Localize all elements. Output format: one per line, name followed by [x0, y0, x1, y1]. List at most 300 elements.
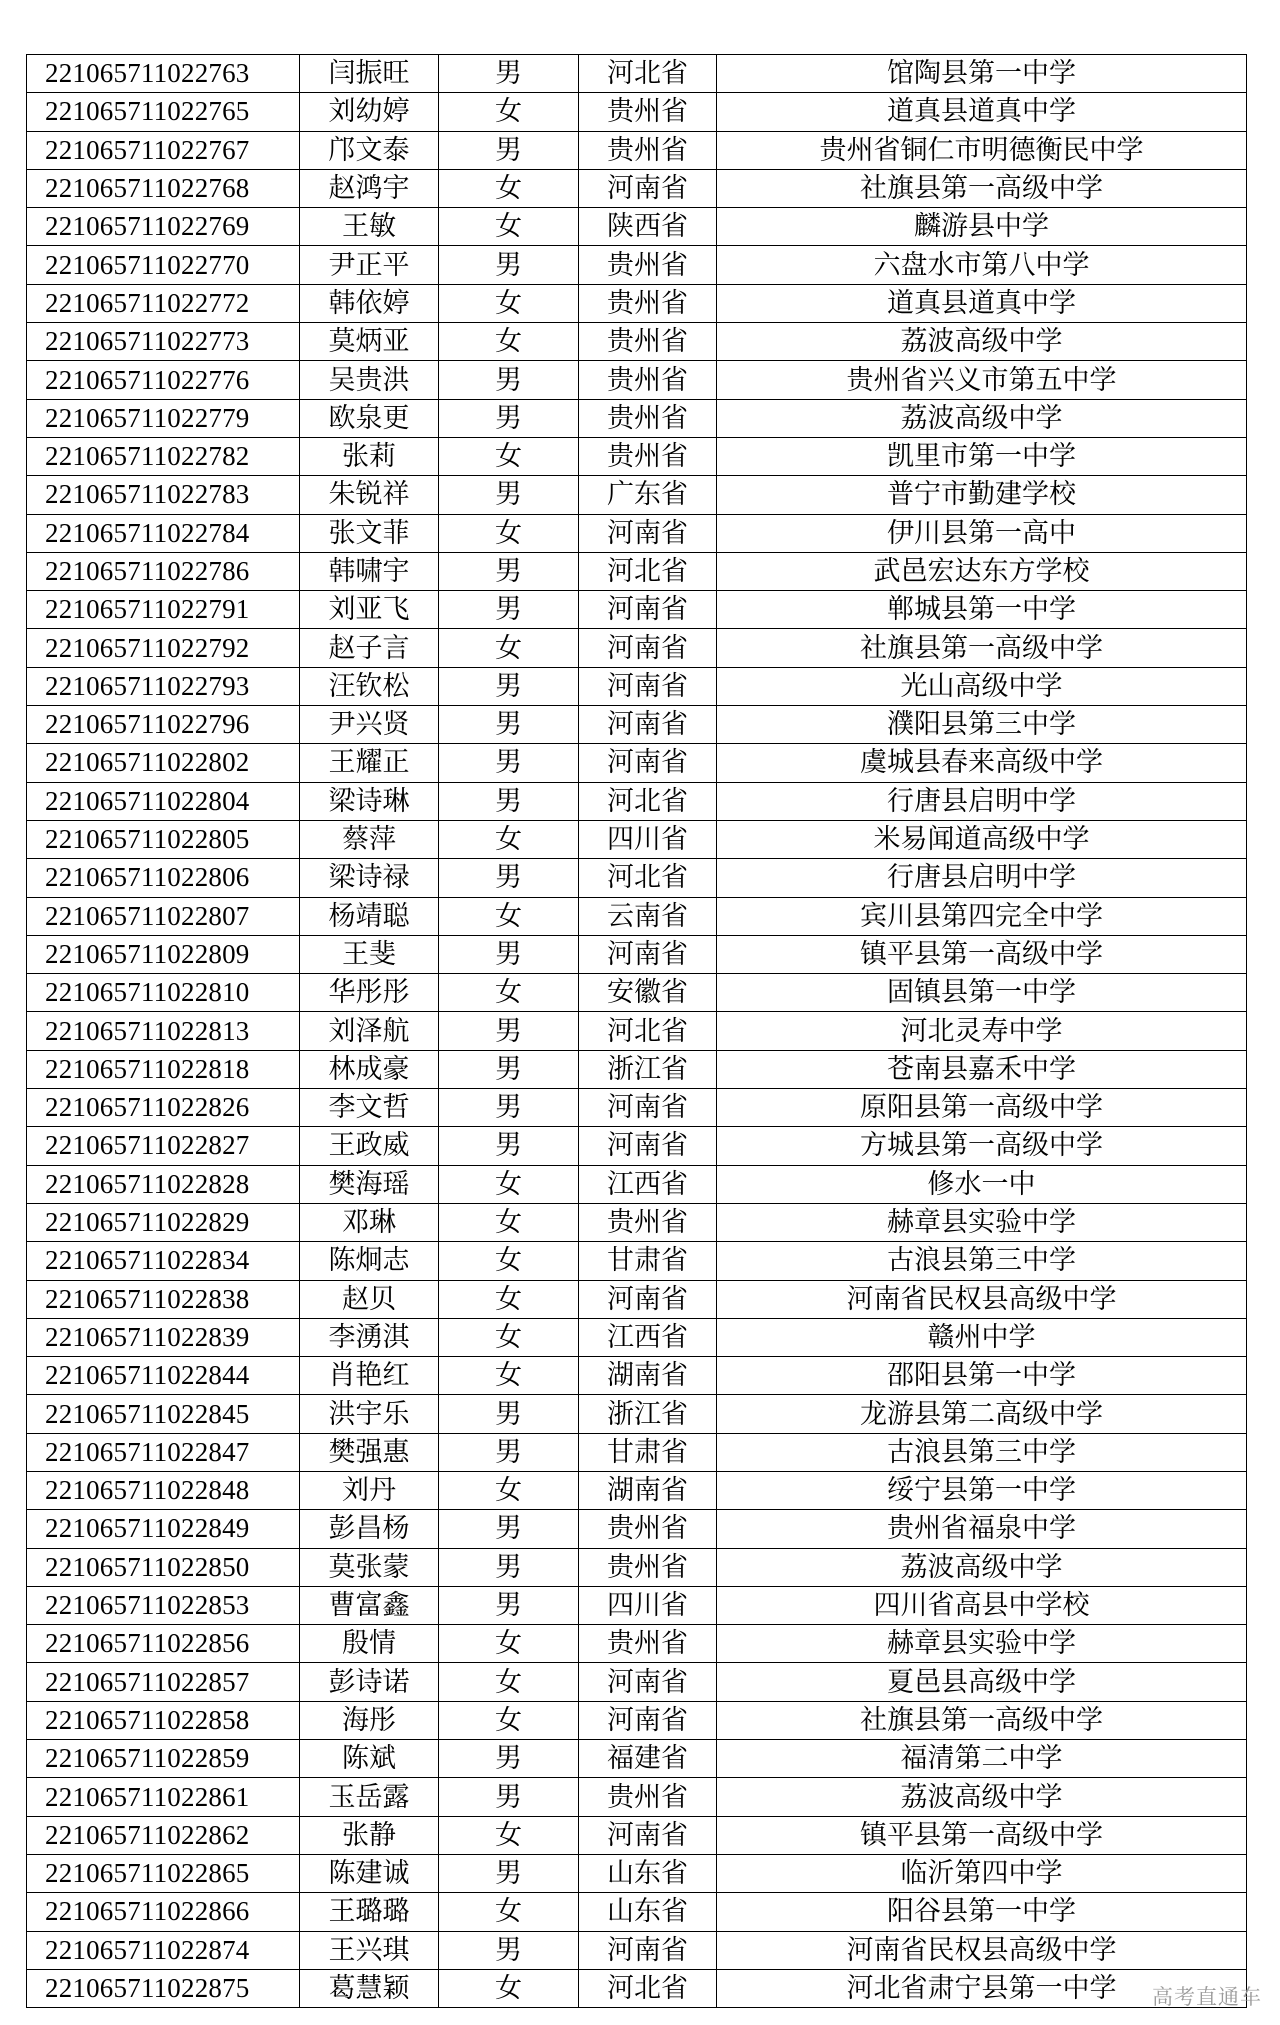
gender-cell: 女 [439, 169, 579, 207]
table-row [27, 1280, 1247, 1318]
gender-cell: 女 [439, 323, 579, 361]
province-cell: 贵州省 [579, 437, 717, 475]
table-row [27, 1242, 1247, 1280]
school-cell: 社旗县第一高级中学 [717, 1701, 1247, 1739]
exam-id-cell: 221065711022805 [27, 820, 300, 858]
gender-cell: 女 [439, 437, 579, 475]
table-row [27, 1395, 1247, 1433]
exam-id-cell: 221065711022858 [27, 1701, 300, 1739]
province-cell: 贵州省 [579, 93, 717, 131]
name-cell: 张莉 [300, 437, 439, 475]
exam-id-cell: 221065711022802 [27, 744, 300, 782]
name-cell: 肖艳红 [300, 1357, 439, 1395]
table-row [27, 744, 1247, 782]
name-cell: 陈炯志 [300, 1242, 439, 1280]
province-cell: 河南省 [579, 591, 717, 629]
province-cell: 浙江省 [579, 1050, 717, 1088]
exam-id-cell: 221065711022770 [27, 246, 300, 284]
exam-id-cell: 221065711022853 [27, 1586, 300, 1624]
exam-id-cell: 221065711022792 [27, 629, 300, 667]
school-cell: 河南省民权县高级中学 [717, 1280, 1247, 1318]
name-cell: 樊强惠 [300, 1433, 439, 1471]
exam-id-cell: 221065711022772 [27, 284, 300, 322]
school-cell: 荔波高级中学 [717, 323, 1247, 361]
exam-id-cell: 221065711022791 [27, 591, 300, 629]
school-cell: 社旗县第一高级中学 [717, 629, 1247, 667]
province-cell: 河南省 [579, 667, 717, 705]
table-row [27, 1165, 1247, 1203]
gender-cell: 男 [439, 1586, 579, 1624]
table-row [27, 1318, 1247, 1356]
province-cell: 河北省 [579, 552, 717, 590]
province-cell: 江西省 [579, 1165, 717, 1203]
exam-id-cell: 221065711022866 [27, 1893, 300, 1931]
province-cell: 广东省 [579, 476, 717, 514]
gender-cell: 男 [439, 1548, 579, 1586]
table-row [27, 55, 1247, 93]
exam-id-cell: 221065711022827 [27, 1127, 300, 1165]
province-cell: 江西省 [579, 1318, 717, 1356]
exam-id-cell: 221065711022810 [27, 974, 300, 1012]
province-cell: 河北省 [579, 1012, 717, 1050]
province-cell: 四川省 [579, 820, 717, 858]
table-row [27, 1893, 1247, 1931]
name-cell: 王政威 [300, 1127, 439, 1165]
name-cell: 洪宇乐 [300, 1395, 439, 1433]
province-cell: 贵州省 [579, 1625, 717, 1663]
exam-id-cell: 221065711022850 [27, 1548, 300, 1586]
exam-id-cell: 221065711022767 [27, 131, 300, 169]
province-cell: 河南省 [579, 744, 717, 782]
school-cell: 郸城县第一中学 [717, 591, 1247, 629]
exam-id-cell: 221065711022784 [27, 514, 300, 552]
school-cell: 龙游县第二高级中学 [717, 1395, 1247, 1433]
table-row [27, 1012, 1247, 1050]
table-row [27, 169, 1247, 207]
gender-cell: 女 [439, 284, 579, 322]
province-cell: 贵州省 [579, 246, 717, 284]
gender-cell: 女 [439, 208, 579, 246]
name-cell: 朱锐祥 [300, 476, 439, 514]
province-cell: 贵州省 [579, 399, 717, 437]
table-row [27, 246, 1247, 284]
gender-cell: 女 [439, 974, 579, 1012]
table-row [27, 1663, 1247, 1701]
school-cell: 凯里市第一中学 [717, 437, 1247, 475]
name-cell: 海彤 [300, 1701, 439, 1739]
province-cell: 贵州省 [579, 1203, 717, 1241]
table-row [27, 782, 1247, 820]
exam-id-cell: 221065711022829 [27, 1203, 300, 1241]
gender-cell: 男 [439, 591, 579, 629]
province-cell: 浙江省 [579, 1395, 717, 1433]
gender-cell: 女 [439, 1242, 579, 1280]
name-cell: 曹富鑫 [300, 1586, 439, 1624]
province-cell: 贵州省 [579, 1548, 717, 1586]
name-cell: 赵贝 [300, 1280, 439, 1318]
school-cell: 镇平县第一高级中学 [717, 1816, 1247, 1854]
exam-id-cell: 221065711022786 [27, 552, 300, 590]
exam-id-cell: 221065711022793 [27, 667, 300, 705]
exam-id-cell: 221065711022826 [27, 1089, 300, 1127]
gender-cell: 男 [439, 1050, 579, 1088]
gender-cell: 女 [439, 1625, 579, 1663]
gender-cell: 女 [439, 1318, 579, 1356]
school-cell: 修水一中 [717, 1165, 1247, 1203]
province-cell: 河北省 [579, 55, 717, 93]
table-row [27, 859, 1247, 897]
admission-list-table [26, 54, 1247, 2008]
table-row [27, 1701, 1247, 1739]
school-cell: 光山高级中学 [717, 667, 1247, 705]
name-cell: 闫振旺 [300, 55, 439, 93]
school-cell: 道真县道真中学 [717, 93, 1247, 131]
name-cell: 华彤彤 [300, 974, 439, 1012]
table-row [27, 514, 1247, 552]
exam-id-cell: 221065711022765 [27, 93, 300, 131]
table-row [27, 706, 1247, 744]
exam-id-cell: 221065711022874 [27, 1931, 300, 1969]
table-row [27, 591, 1247, 629]
exam-id-cell: 221065711022862 [27, 1816, 300, 1854]
name-cell: 陈建诚 [300, 1854, 439, 1892]
province-cell: 贵州省 [579, 284, 717, 322]
school-cell: 赣州中学 [717, 1318, 1247, 1356]
gender-cell: 男 [439, 552, 579, 590]
exam-id-cell: 221065711022828 [27, 1165, 300, 1203]
table-row [27, 437, 1247, 475]
province-cell: 福建省 [579, 1740, 717, 1778]
gender-cell: 女 [439, 1471, 579, 1509]
school-cell: 河南省民权县高级中学 [717, 1931, 1247, 1969]
school-cell: 行唐县启明中学 [717, 782, 1247, 820]
table-row [27, 93, 1247, 131]
gender-cell: 男 [439, 1510, 579, 1548]
table-row [27, 208, 1247, 246]
table-row [27, 552, 1247, 590]
school-cell: 四川省高县中学校 [717, 1586, 1247, 1624]
name-cell: 李文哲 [300, 1089, 439, 1127]
province-cell: 贵州省 [579, 1510, 717, 1548]
school-cell: 邵阳县第一中学 [717, 1357, 1247, 1395]
gender-cell: 男 [439, 1395, 579, 1433]
province-cell: 甘肃省 [579, 1433, 717, 1471]
province-cell: 河北省 [579, 782, 717, 820]
gender-cell: 男 [439, 246, 579, 284]
name-cell: 尹兴贤 [300, 706, 439, 744]
gender-cell: 女 [439, 1816, 579, 1854]
table-row [27, 131, 1247, 169]
name-cell: 王斐 [300, 935, 439, 973]
table-row [27, 935, 1247, 973]
table-row [27, 1127, 1247, 1165]
name-cell: 张文菲 [300, 514, 439, 552]
exam-id-cell: 221065711022838 [27, 1280, 300, 1318]
school-cell: 荔波高级中学 [717, 399, 1247, 437]
school-cell: 社旗县第一高级中学 [717, 169, 1247, 207]
name-cell: 尹正平 [300, 246, 439, 284]
name-cell: 蔡萍 [300, 820, 439, 858]
gender-cell: 女 [439, 514, 579, 552]
exam-id-cell: 221065711022861 [27, 1778, 300, 1816]
school-cell: 米易闻道高级中学 [717, 820, 1247, 858]
exam-id-cell: 221065711022769 [27, 208, 300, 246]
school-cell: 原阳县第一高级中学 [717, 1089, 1247, 1127]
exam-id-cell: 221065711022839 [27, 1318, 300, 1356]
province-cell: 云南省 [579, 897, 717, 935]
name-cell: 葛慧颖 [300, 1969, 439, 2007]
school-cell: 夏邑县高级中学 [717, 1663, 1247, 1701]
school-cell: 普宁市勤建学校 [717, 476, 1247, 514]
name-cell: 林成豪 [300, 1050, 439, 1088]
province-cell: 河北省 [579, 1969, 717, 2007]
exam-id-cell: 221065711022865 [27, 1854, 300, 1892]
gender-cell: 男 [439, 859, 579, 897]
province-cell: 河南省 [579, 1931, 717, 1969]
table-row [27, 1625, 1247, 1663]
gender-cell: 男 [439, 1931, 579, 1969]
gender-cell: 女 [439, 1893, 579, 1931]
province-cell: 湖南省 [579, 1357, 717, 1395]
name-cell: 殷情 [300, 1625, 439, 1663]
gender-cell: 女 [439, 1165, 579, 1203]
gender-cell: 女 [439, 629, 579, 667]
gender-cell: 男 [439, 706, 579, 744]
name-cell: 樊海瑶 [300, 1165, 439, 1203]
gender-cell: 男 [439, 131, 579, 169]
school-cell: 赫章县实验中学 [717, 1625, 1247, 1663]
school-cell: 固镇县第一中学 [717, 974, 1247, 1012]
school-cell: 阳谷县第一中学 [717, 1893, 1247, 1931]
exam-id-cell: 221065711022779 [27, 399, 300, 437]
exam-id-cell: 221065711022796 [27, 706, 300, 744]
table-row [27, 897, 1247, 935]
name-cell: 赵子言 [300, 629, 439, 667]
gender-cell: 男 [439, 1740, 579, 1778]
name-cell: 韩依婷 [300, 284, 439, 322]
gender-cell: 男 [439, 399, 579, 437]
table-row [27, 1089, 1247, 1127]
school-cell: 赫章县实验中学 [717, 1203, 1247, 1241]
table-row [27, 820, 1247, 858]
name-cell: 邓琳 [300, 1203, 439, 1241]
name-cell: 刘丹 [300, 1471, 439, 1509]
school-cell: 方城县第一高级中学 [717, 1127, 1247, 1165]
exam-id-cell: 221065711022848 [27, 1471, 300, 1509]
province-cell: 河北省 [579, 859, 717, 897]
gender-cell: 女 [439, 1357, 579, 1395]
name-cell: 汪钦松 [300, 667, 439, 705]
school-cell: 虞城县春来高级中学 [717, 744, 1247, 782]
table-row [27, 1586, 1247, 1624]
name-cell: 邝文泰 [300, 131, 439, 169]
name-cell: 刘亚飞 [300, 591, 439, 629]
school-cell: 行唐县启明中学 [717, 859, 1247, 897]
school-cell: 河北灵寿中学 [717, 1012, 1247, 1050]
province-cell: 河南省 [579, 629, 717, 667]
province-cell: 安徽省 [579, 974, 717, 1012]
exam-id-cell: 221065711022844 [27, 1357, 300, 1395]
exam-id-cell: 221065711022776 [27, 361, 300, 399]
gender-cell: 男 [439, 744, 579, 782]
name-cell: 吴贵洪 [300, 361, 439, 399]
exam-id-cell: 221065711022857 [27, 1663, 300, 1701]
name-cell: 彭昌杨 [300, 1510, 439, 1548]
table-body [27, 55, 1247, 2008]
gender-cell: 男 [439, 1012, 579, 1050]
school-cell: 苍南县嘉禾中学 [717, 1050, 1247, 1088]
name-cell: 玉岳露 [300, 1778, 439, 1816]
table-row [27, 284, 1247, 322]
gender-cell: 男 [439, 1127, 579, 1165]
gender-cell: 女 [439, 1969, 579, 2007]
province-cell: 贵州省 [579, 1778, 717, 1816]
exam-id-cell: 221065711022875 [27, 1969, 300, 2007]
school-cell: 古浪县第三中学 [717, 1242, 1247, 1280]
exam-id-cell: 221065711022856 [27, 1625, 300, 1663]
province-cell: 河南省 [579, 706, 717, 744]
gender-cell: 女 [439, 1701, 579, 1739]
name-cell: 彭诗诺 [300, 1663, 439, 1701]
exam-id-cell: 221065711022773 [27, 323, 300, 361]
gender-cell: 女 [439, 1203, 579, 1241]
gender-cell: 男 [439, 1089, 579, 1127]
gender-cell: 男 [439, 361, 579, 399]
gender-cell: 男 [439, 1778, 579, 1816]
gender-cell: 男 [439, 667, 579, 705]
exam-id-cell: 221065711022847 [27, 1433, 300, 1471]
name-cell: 王敏 [300, 208, 439, 246]
gender-cell: 男 [439, 782, 579, 820]
name-cell: 王耀正 [300, 744, 439, 782]
watermark-text: 高考直通车 [1152, 1985, 1262, 2009]
table-row [27, 1050, 1247, 1088]
school-cell: 贵州省铜仁市明德衡民中学 [717, 131, 1247, 169]
province-cell: 陕西省 [579, 208, 717, 246]
table-row [27, 1969, 1247, 2007]
gender-cell: 女 [439, 1280, 579, 1318]
province-cell: 贵州省 [579, 323, 717, 361]
name-cell: 刘泽航 [300, 1012, 439, 1050]
province-cell: 四川省 [579, 1586, 717, 1624]
exam-id-cell: 221065711022806 [27, 859, 300, 897]
gender-cell: 男 [439, 1433, 579, 1471]
table-row [27, 1433, 1247, 1471]
exam-id-cell: 221065711022783 [27, 476, 300, 514]
table-row [27, 1778, 1247, 1816]
school-cell: 福清第二中学 [717, 1740, 1247, 1778]
table-row [27, 667, 1247, 705]
name-cell: 张静 [300, 1816, 439, 1854]
province-cell: 湖南省 [579, 1471, 717, 1509]
exam-id-cell: 221065711022809 [27, 935, 300, 973]
school-cell: 荔波高级中学 [717, 1778, 1247, 1816]
exam-id-cell: 221065711022845 [27, 1395, 300, 1433]
table-row [27, 399, 1247, 437]
school-cell: 六盘水市第八中学 [717, 246, 1247, 284]
table-row [27, 1548, 1247, 1586]
name-cell: 王璐璐 [300, 1893, 439, 1931]
school-cell: 麟游县中学 [717, 208, 1247, 246]
table-row [27, 1357, 1247, 1395]
school-cell: 伊川县第一高中 [717, 514, 1247, 552]
table-row [27, 1854, 1247, 1892]
province-cell: 河南省 [579, 1816, 717, 1854]
province-cell: 河南省 [579, 1663, 717, 1701]
table-row [27, 1931, 1247, 1969]
exam-id-cell: 221065711022813 [27, 1012, 300, 1050]
table-row [27, 1471, 1247, 1509]
school-cell: 濮阳县第三中学 [717, 706, 1247, 744]
province-cell: 河南省 [579, 1127, 717, 1165]
school-cell: 宾川县第四完全中学 [717, 897, 1247, 935]
school-cell: 荔波高级中学 [717, 1548, 1247, 1586]
province-cell: 河南省 [579, 1280, 717, 1318]
exam-id-cell: 221065711022768 [27, 169, 300, 207]
province-cell: 河南省 [579, 1089, 717, 1127]
name-cell: 赵鸿宇 [300, 169, 439, 207]
exam-id-cell: 221065711022849 [27, 1510, 300, 1548]
school-cell: 绥宁县第一中学 [717, 1471, 1247, 1509]
table-row [27, 629, 1247, 667]
school-cell: 贵州省兴义市第五中学 [717, 361, 1247, 399]
school-cell: 镇平县第一高级中学 [717, 935, 1247, 973]
name-cell: 莫炳亚 [300, 323, 439, 361]
name-cell: 梁诗禄 [300, 859, 439, 897]
province-cell: 甘肃省 [579, 1242, 717, 1280]
school-cell: 道真县道真中学 [717, 284, 1247, 322]
name-cell: 梁诗琳 [300, 782, 439, 820]
name-cell: 欧泉更 [300, 399, 439, 437]
gender-cell: 女 [439, 1663, 579, 1701]
gender-cell: 男 [439, 935, 579, 973]
school-cell: 贵州省福泉中学 [717, 1510, 1247, 1548]
table-row [27, 1740, 1247, 1778]
gender-cell: 女 [439, 820, 579, 858]
exam-id-cell: 221065711022859 [27, 1740, 300, 1778]
school-cell: 河北省肃宁县第一中学 [717, 1969, 1247, 2007]
province-cell: 河南省 [579, 935, 717, 973]
school-cell: 馆陶县第一中学 [717, 55, 1247, 93]
gender-cell: 男 [439, 55, 579, 93]
exam-id-cell: 221065711022782 [27, 437, 300, 475]
exam-id-cell: 221065711022807 [27, 897, 300, 935]
name-cell: 李湧淇 [300, 1318, 439, 1356]
province-cell: 山东省 [579, 1893, 717, 1931]
table-row [27, 323, 1247, 361]
province-cell: 贵州省 [579, 361, 717, 399]
name-cell: 陈斌 [300, 1740, 439, 1778]
exam-id-cell: 221065711022818 [27, 1050, 300, 1088]
table-row [27, 1203, 1247, 1241]
school-cell: 古浪县第三中学 [717, 1433, 1247, 1471]
province-cell: 河南省 [579, 169, 717, 207]
gender-cell: 女 [439, 897, 579, 935]
name-cell: 杨靖聪 [300, 897, 439, 935]
table-row [27, 1816, 1247, 1854]
name-cell: 韩啸宇 [300, 552, 439, 590]
gender-cell: 男 [439, 1854, 579, 1892]
name-cell: 刘幼婷 [300, 93, 439, 131]
exam-id-cell: 221065711022834 [27, 1242, 300, 1280]
school-cell: 临沂第四中学 [717, 1854, 1247, 1892]
school-cell: 武邑宏达东方学校 [717, 552, 1247, 590]
exam-id-cell: 221065711022763 [27, 55, 300, 93]
name-cell: 王兴琪 [300, 1931, 439, 1969]
table-row [27, 1510, 1247, 1548]
province-cell: 河南省 [579, 1701, 717, 1739]
table-row [27, 974, 1247, 1012]
